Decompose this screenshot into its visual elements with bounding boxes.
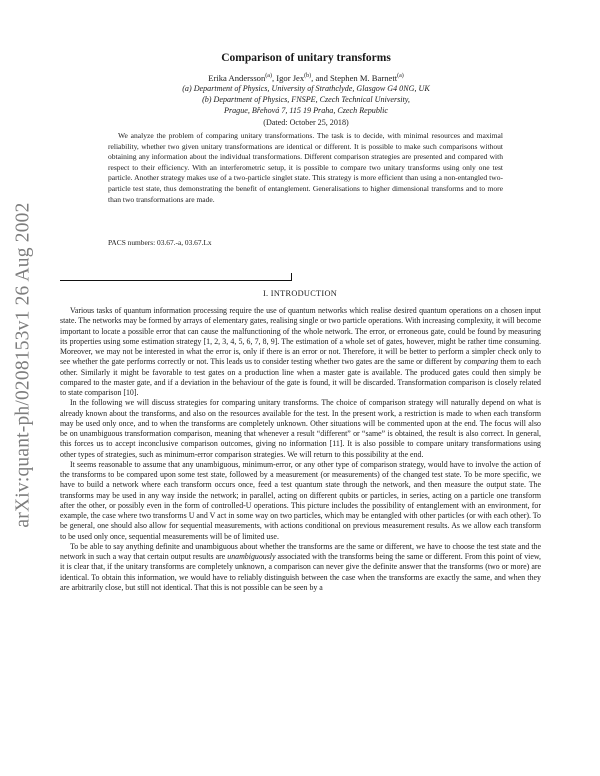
author-name: , Igor Jex bbox=[271, 73, 305, 83]
paragraph bbox=[60, 542, 541, 593]
paragraph bbox=[60, 306, 541, 398]
paragraph-text: them to each other. Similarly it might be favorable to test gates on a production line when a master gate is available. The produced gates could then simply be compared to the master gate, and if a deviation in the behaviour of the gate is found, it will be discarded. Transformation comparison is closely related to state comparison [10]. bbox=[60, 357, 541, 397]
author-name: , and Stephen M. Barnett bbox=[311, 73, 398, 83]
arxiv-identifier: arXiv:quant-ph/0208153v1 26 Aug 2002 bbox=[13, 202, 35, 528]
paragraph bbox=[60, 398, 541, 460]
abstract: We analyze the problem of comparing unitary transformations. The task is to decide, with minimal resources and maximal reliability, whether two given unitary transformations are identical or different. It is possible to make such comparisons without obtaining any information about the individual transformations. Different comparison strategies are presented and compared with respect to their efficiency. With an interferometric setup, it is possible to compare two unitary transforms using only one test particle. Another strategy makes use of a two-particle singlet state. This strategy is more efficient than using a non-entangled two-particle test state, thus demonstrating the benefit of entanglement. Generalisations to higher dimensional transforms and to more than two transformations are made. bbox=[108, 131, 503, 204]
column-divider-rule bbox=[60, 280, 292, 281]
author-affiliation-mark: (a) bbox=[397, 73, 404, 80]
paragraph-text: Various tasks of quantum information processing require the use of quantum networks which realise desired quantum operations on a chosen input state. The networks may be formed by arrays of elementary gates, realising single or two particle operations. With increasing complexity, it will become important to locate a possible error that can cause the malfunctioning of the whole network. The error, or erroneous gate, could be found by measuring its properties using some estimation strategy [1, 2, 3, 4, 5, 6, 7, 8, 9]. The estimation of a whole set of gates, however, might be rather time consuming. Moreover, we may not be interested in what the error is, only if there is an error or not. Therefore, it will be better to perform a simpler check only to see whether the gate performs correctly or not. This leads us to consider testing whether two gates are the same or different by bbox=[60, 306, 541, 367]
author-name: Erika Andersson bbox=[208, 73, 266, 83]
paragraph bbox=[60, 460, 541, 542]
paragraph-text: associated with the transforms being the same or different. From this point of view, it is clear that, if the unitary transforms are completely unknown, a comparison can never give the definite answer that the transforms (two or more) are identical. To obtain this information, we would have to reliably distinguish between the case when the transforms are exactly the same, and when they are arbitrarily close, but still not identical. That this is not possible can be seen by a bbox=[60, 552, 542, 592]
author-affiliation-mark: (a) bbox=[265, 73, 272, 80]
section-heading: I. INTRODUCTION bbox=[262, 289, 338, 298]
paragraph-text: It seems reasonable to assume that any unambiguous, minimum-error, or any other type of comparison strategy, would have to involve the action of the transforms to be compared upon some test state, followed by a measurement (or measurements) of the changed test state. To be more specific, we have to build a network where each transform occurs once, feed a test quantum state through the network, and then measure the output state. The transforms may be used in any way inside the network; in parallel, acting on different qubits or particles, in series, acting on a particle one transform after the other, or possibly even in the form of controlled-U operations. This picture includes the possibility of entanglement with an environment, for example, the case where two transforms U and V act in some way on two particles, which may be entangled with other particles (or with each other). To be general, one should also allow for sequential measurements, with actions conditional on previous measurement results. As we allow each transform to be used only once, sequential measurements will be of limited use. bbox=[60, 459, 541, 541]
affiliation-line: (a) Department of Physics, University of Strathclyde, Glasgow G4 0NG, UK bbox=[182, 84, 430, 93]
author-affiliation-mark: (b) bbox=[304, 73, 312, 80]
affiliation-line: Prague, Břehová 7, 115 19 Praha, Czech Republic bbox=[224, 106, 388, 115]
author-list bbox=[106, 73, 506, 83]
emphasis: comparing bbox=[464, 357, 499, 367]
body-text bbox=[60, 306, 541, 593]
column-divider-tick bbox=[291, 273, 292, 281]
affiliation-line: (b) Department of Physics, FNSPE, Czech Technical University, bbox=[202, 95, 410, 104]
paper-title: Comparison of unitary transforms bbox=[221, 52, 391, 64]
emphasis: unambiguously bbox=[227, 552, 276, 561]
paragraph-text: In the following we will discuss strategies for comparing unitary transforms. The choice of comparison strategy will naturally depend on what is already known about the transforms, and also on the resources available for the test. In the present work, a restriction is made to when each transform may be used only once, and to when the transforms are completely unknown. Other situations will be commented upon at the end. The focus will also be on unambiguous transformation comparison, meaning that whenever a result “different” or “same” is obtained, the result is also correct. In general, this forces us to accept inconclusive comparison outcomes, giving no information [11]. It is also possible to compare unitary transformations using other types of strategies, such as minimum-error comparison strategies. We will return to this possibility at the end. bbox=[60, 398, 541, 459]
arxiv-stamp bbox=[4, 185, 44, 545]
paragraph-text: To be able to say anything definite and unambiguous about whether the transforms are the same or different, we have to choose the test state and the network in such a way that certain output results are bbox=[60, 541, 541, 561]
pacs-numbers: PACS numbers: 03.67.-a, 03.67.Lx bbox=[108, 238, 212, 247]
date-line: (Dated: October 25, 2018) bbox=[263, 118, 349, 127]
